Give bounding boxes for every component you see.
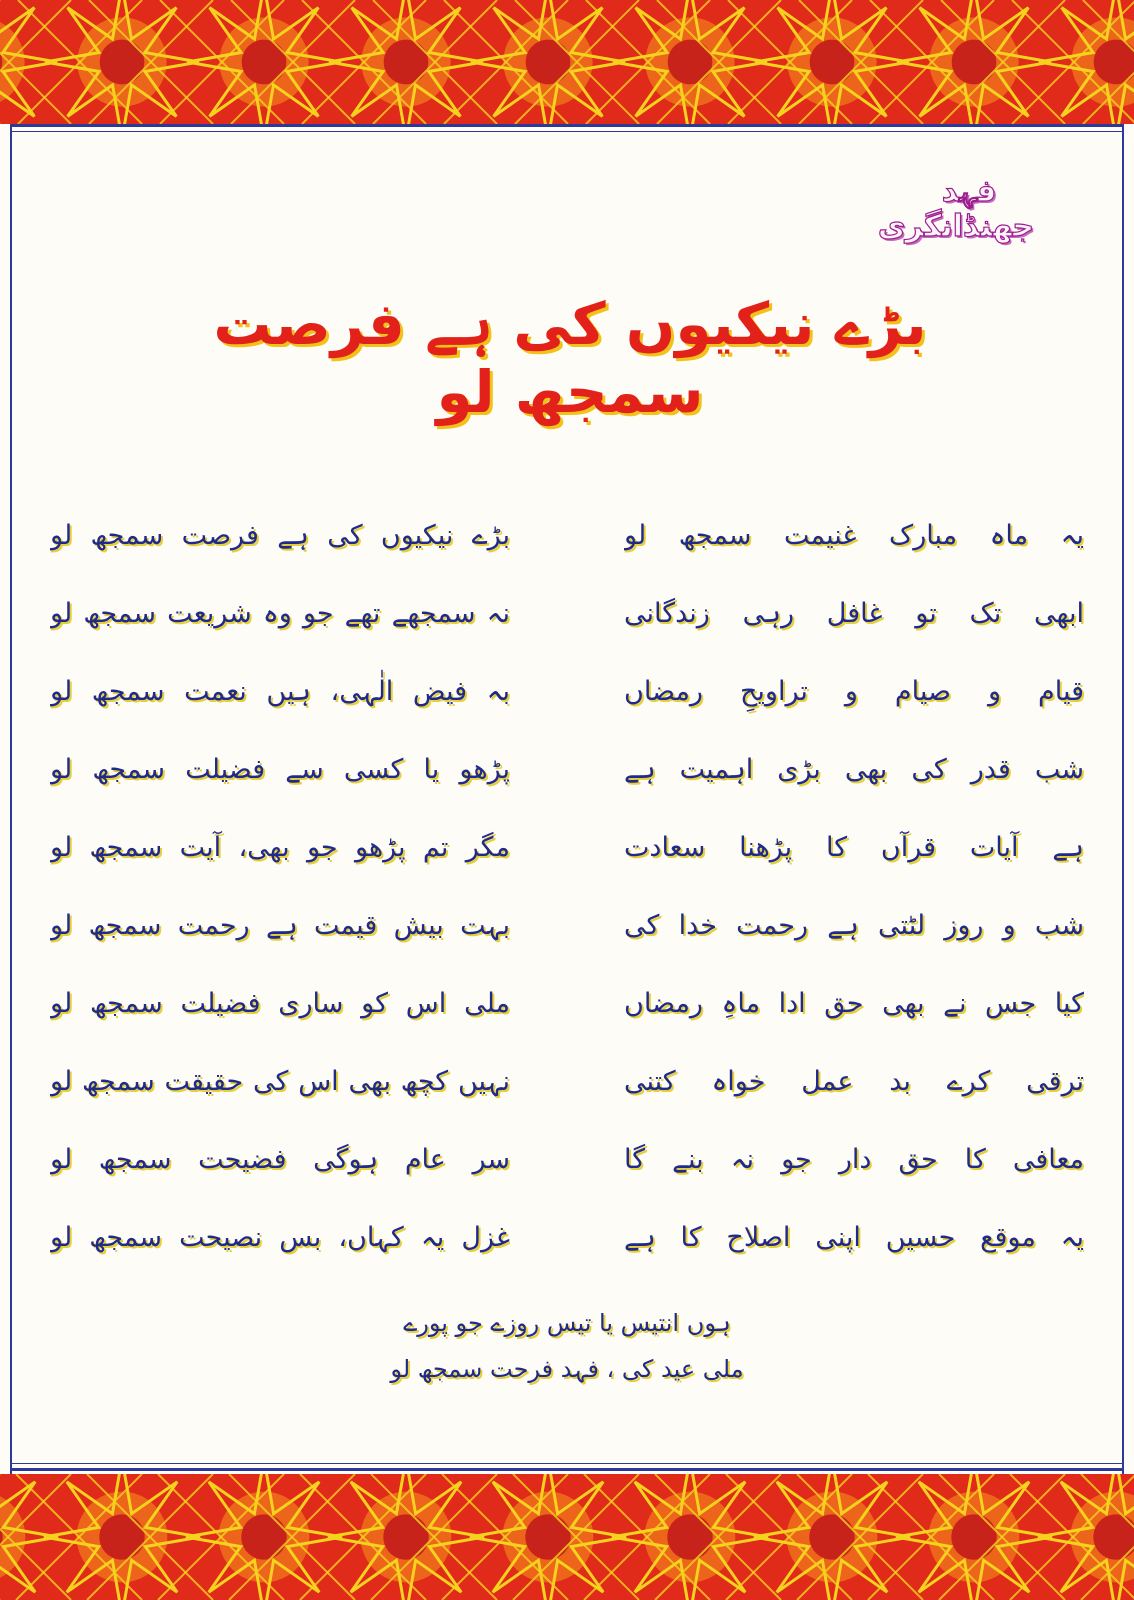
closing-line-1: ہوں انتیس یا تیس روزے جو پورے — [403, 1309, 731, 1337]
first-hemistich: ہے آیات قرآں کا پڑھنا سعادت — [624, 832, 1084, 863]
first-hemistich: قیام و صیام و تراویحِ رمضاں — [624, 676, 1084, 707]
couplet — [50, 1208, 1084, 1286]
second-hemistich: غزل یہ کہاں، بس نصیحت سمجھ لو — [50, 1222, 510, 1253]
top-border-pattern — [0, 0, 1134, 124]
couplet — [50, 1130, 1084, 1208]
poet-signature — [877, 168, 1034, 256]
top-decorative-border — [0, 0, 1134, 124]
bottom-rule — [10, 1468, 1124, 1471]
couplet — [50, 662, 1084, 740]
top-rule — [10, 124, 1124, 127]
couplet — [50, 740, 1084, 818]
top-rule-thin — [10, 131, 1124, 132]
second-hemistich: بہ فیض الٰہی، ہیں نعمت سمجھ لو — [50, 676, 510, 707]
poet-name: فہد جھنڈانگری — [877, 174, 1034, 244]
second-hemistich: نہیں کچھ بھی اس کی حقیقت سمجھ لو — [50, 1066, 510, 1097]
poem-title: بڑے نیکیوں کی ہے فرصت سمجھ لو — [213, 290, 927, 426]
first-hemistich: یہ ماہ مبارک غنیمت سمجھ لو — [624, 520, 1084, 551]
couplet-list — [50, 506, 1084, 1286]
closing-couplet — [317, 1300, 817, 1392]
second-hemistich: پڑھو یا کسی سے فضیلت سمجھ لو — [50, 754, 510, 785]
couplet — [50, 896, 1084, 974]
second-hemistich: ملی اس کو ساری فضیلت سمجھ لو — [50, 988, 510, 1019]
couplet — [50, 584, 1084, 662]
bottom-border-pattern — [0, 1474, 1134, 1600]
first-hemistich: شب و روز لٹتی ہے رحمت خدا کی — [624, 910, 1084, 941]
couplet — [50, 1052, 1084, 1130]
closing-line-2: ملی عید کی ، فہد فرحت سمجھ لو — [390, 1355, 744, 1383]
first-hemistich: ابھی تک تو غافل رہی زندگانی — [624, 598, 1084, 629]
first-hemistich: یہ موقع حسیں اپنی اصلاح کا ہے — [624, 1222, 1084, 1253]
bottom-decorative-border — [0, 1474, 1134, 1600]
first-hemistich: معافی کا حق دار جو نہ بنے گا — [624, 1144, 1084, 1175]
first-hemistich: شب قدر کی بھی بڑی اہمیت ہے — [624, 754, 1084, 785]
second-hemistich: نہ سمجھے تھے جو وہ شریعت سمجھ لو — [50, 598, 510, 629]
second-hemistich: سر عام ہوگی فضیحت سمجھ لو — [50, 1144, 510, 1175]
couplet — [50, 506, 1084, 584]
right-frame-line — [1122, 124, 1124, 1476]
bottom-rule-thin — [10, 1463, 1124, 1464]
couplet — [50, 974, 1084, 1052]
couplet — [50, 818, 1084, 896]
second-hemistich: بڑے نیکیوں کی ہے فرصت سمجھ لو — [50, 520, 510, 551]
left-frame-line — [10, 124, 12, 1476]
first-hemistich: ترقی کرے بد عمل خواہ کتنی — [624, 1066, 1084, 1097]
second-hemistich: بہت بیش قیمت ہے رحمت سمجھ لو — [50, 910, 510, 941]
first-hemistich: کیا جس نے بھی حق ادا ماہِ رمضاں — [624, 988, 1084, 1019]
second-hemistich: مگر تم پڑھو جو بھی، آیت سمجھ لو — [50, 832, 510, 863]
